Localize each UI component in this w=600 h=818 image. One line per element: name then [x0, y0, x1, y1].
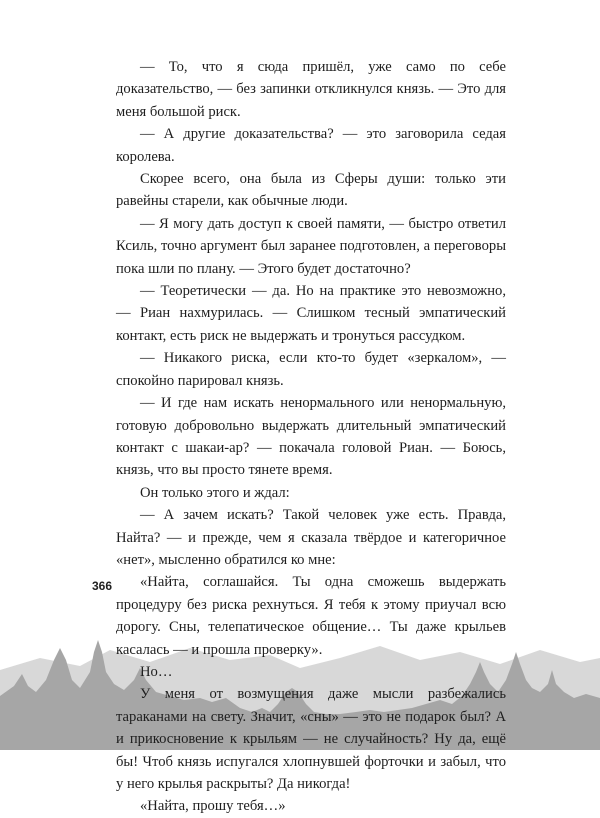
paragraph: «Найта, соглашайся. Ты одна сможешь выдержать процедуру без риска рехнуться. Я тебя к этому приучал всю дорогу. Сны, телепатическое общение… Ты даже крыльев касалась — и прошла проверку».: [116, 574, 506, 658]
paragraph: — Теоретически — да. Но на практике это невозможно, — Риан нахмурилась. — Слишком тесный эмпатический контакт, есть риск не выдержать и тронуться рассудком.: [116, 283, 506, 344]
paragraph: «Найта, прошу тебя…»: [140, 798, 286, 815]
page-number: 366: [92, 579, 113, 593]
paragraph: Но…: [140, 663, 173, 680]
paragraph: — То, что я сюда пришёл, уже само по себе доказательство, — без запинки откликнулся князь. — Это для меня большой риск.: [116, 59, 506, 120]
paragraph: — А зачем искать? Такой человек уже есть. Правда, Найта? — и прежде, чем я сказала твёрдое и категоричное «нет», мысленно обратился ко мне:: [116, 507, 506, 568]
paragraph: — И где нам искать ненормального или ненормальную, готовую добровольно выдержать длительный эмпатический контакт с шакаи-ар? — покачала головой Риан. — Боюсь, князь, что вы просто тянете время.: [116, 395, 506, 479]
book-page-text: [116, 56, 506, 818]
paragraph: У меня от возмущения даже мысли разбежались тараканами на свету. Значит, «сны» — это не подарок был? А и прикосновение к крыльям — не случайность? Ну да, ещё бы! Чтоб князь испугался хлопнувшей форточки и забыл, что у него крылья раскрыты? Да никогда!: [116, 686, 506, 792]
paragraph: Он только этого и ждал:: [140, 484, 290, 501]
paragraph: Скорее всего, она была из Сферы души: только эти равейны старели, как обычные люди.: [116, 171, 506, 210]
paragraph: — Никакого риска, если кто-то будет «зеркалом», — спокойно парировал князь.: [116, 350, 506, 389]
paragraph: — А другие доказательства? — это заговорила седая королева.: [116, 126, 506, 165]
paragraph: — Я могу дать доступ к своей памяти, — быстро ответил Ксиль, точно аргумент был заранее подготовлен, а переговоры пока шли по плану. — Этого будет достаточно?: [116, 215, 506, 277]
